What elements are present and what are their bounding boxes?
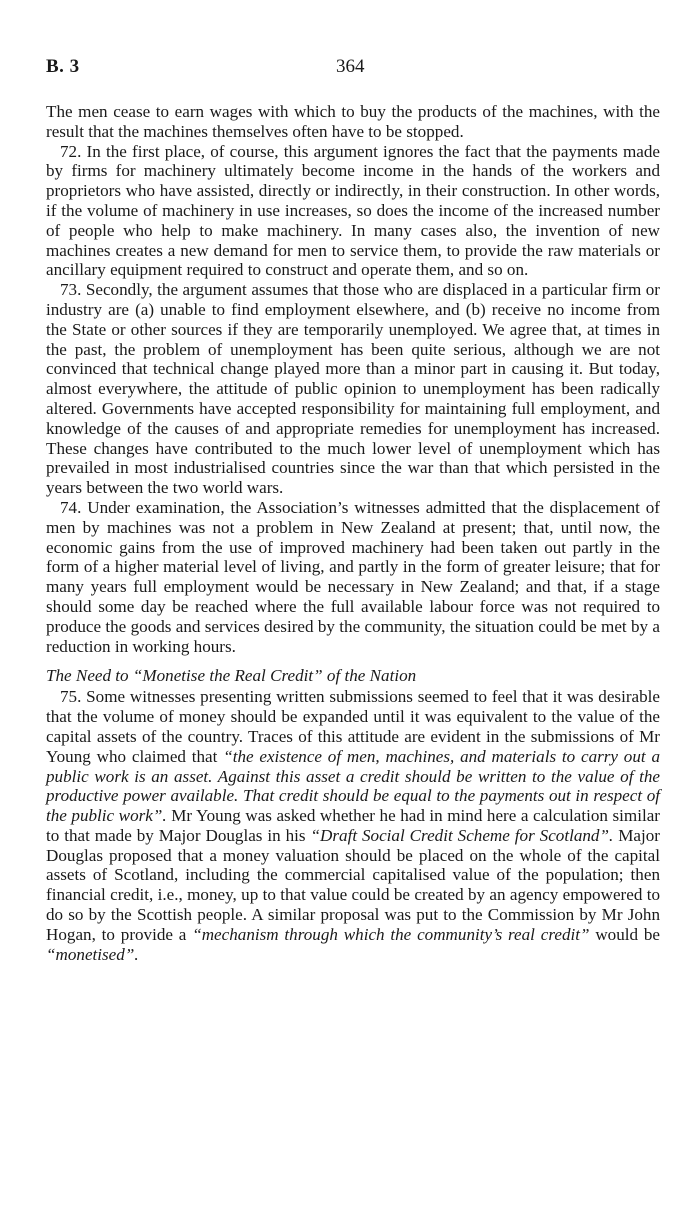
paragraph-continuation: The men cease to earn wages with which to buy the products of the machines, with the result that the machines themselves often have to be stopped. xyxy=(46,102,660,141)
paragraph-73: 73. Secondly, the argument assumes that those who are displaced in a particular firm or industry are (a) unable to find employment elsewhere, and (b) receive no income from the State or other sources if they are temporarily unemployed. We agree that, at times in the past, the problem of unemployment has been quite serious, although we are not convinced that technical change played more than a minor part in causing it. But today, almost everywhere, the attitude of public opinion to unemployment has been radically altered. Governments have accepted responsibility for maintaining full employment, and knowledge of the causes of and appropriate remedies for unemployment has increased. These changes have contributed to the much lower level of unemployment which has prevailed in most industrialised countries since the war than that which persisted in the years between the two world wars. xyxy=(46,280,660,498)
paragraph-75 xyxy=(46,687,660,964)
paragraph-72: 72. In the first place, of course, this argument ignores the fact that the payments made by firms for machinery ultimately become income in the hands of the workers and proprietors who have assisted, directly or indirectly, in their construction. In other words, if the volume of machinery in use increases, so does the income of the increased number of people who help to make machinery. In many cases also, the invention of new machines creates a new demand for men to service them, to provide the raw materials or ancillary equipment required to construct and operate them, and so on. xyxy=(46,141,660,280)
paragraph-75-text-d: would be xyxy=(589,924,660,944)
section-heading: The Need to “Monetise the Real Credit” of the Nation xyxy=(46,666,417,686)
page-number: 364 xyxy=(336,56,365,77)
document-reference: B. 3 xyxy=(46,56,80,77)
document-page xyxy=(46,56,660,964)
paragraph-75-text-a: 75. Some witnesses presenting written submissions seemed to feel that it was desirable that the volume of money should be expanded until it was equivalent to the value of the capital assets of the country. Traces of this attitude are evident in the submissions of Mr Young who claimed that xyxy=(46,687,660,766)
paragraph-75-quote-hogan: “mechanism through which the community’s real credit” xyxy=(192,924,590,944)
body-text xyxy=(46,102,660,964)
paragraph-75-text-c: Major Douglas proposed that a money valuation should be placed on the whole of the capital assets of Scotland, including the commercial capitalised value of the population; then financial credit, i.e., money, up to that value could be created by an agency empowered to do so by the Scottish people. A similar proposal was put to the Commission by Mr John Hogan, to provide a xyxy=(46,825,660,944)
paragraph-75-quote-douglas: “Draft Social Credit Scheme for Scotland”. xyxy=(310,825,614,845)
paragraph-75-text-b: Mr Young was asked whether he had in mind here a calculation similar to that made by Major Douglas in his xyxy=(46,806,660,845)
running-head xyxy=(46,56,660,86)
paragraph-74: 74. Under examination, the Association’s witnesses admitted that the displacement of men by machines was not a problem in New Zealand at present; that, until now, the economic gains from the use of improved machinery had been taken out partly in the form of a higher material level of living, and partly in the form of greater leisure; that for many years full employment would be necessary in New Zealand; and that, if a stage should some day be reached where the full available labour force was not required to produce the goods and services desired by the community, the situation could be met by a reduction in working hours. xyxy=(46,497,660,656)
paragraph-75-quote-young: “the existence of men, machines, and materials to carry out a public work is an asset. Against this asset a credit should be written to the value of the productive power available. That credit should be equal to the payments out in respect of the public work”. xyxy=(46,746,660,826)
paragraph-75-quote-monetised: “monetised”. xyxy=(46,944,139,964)
